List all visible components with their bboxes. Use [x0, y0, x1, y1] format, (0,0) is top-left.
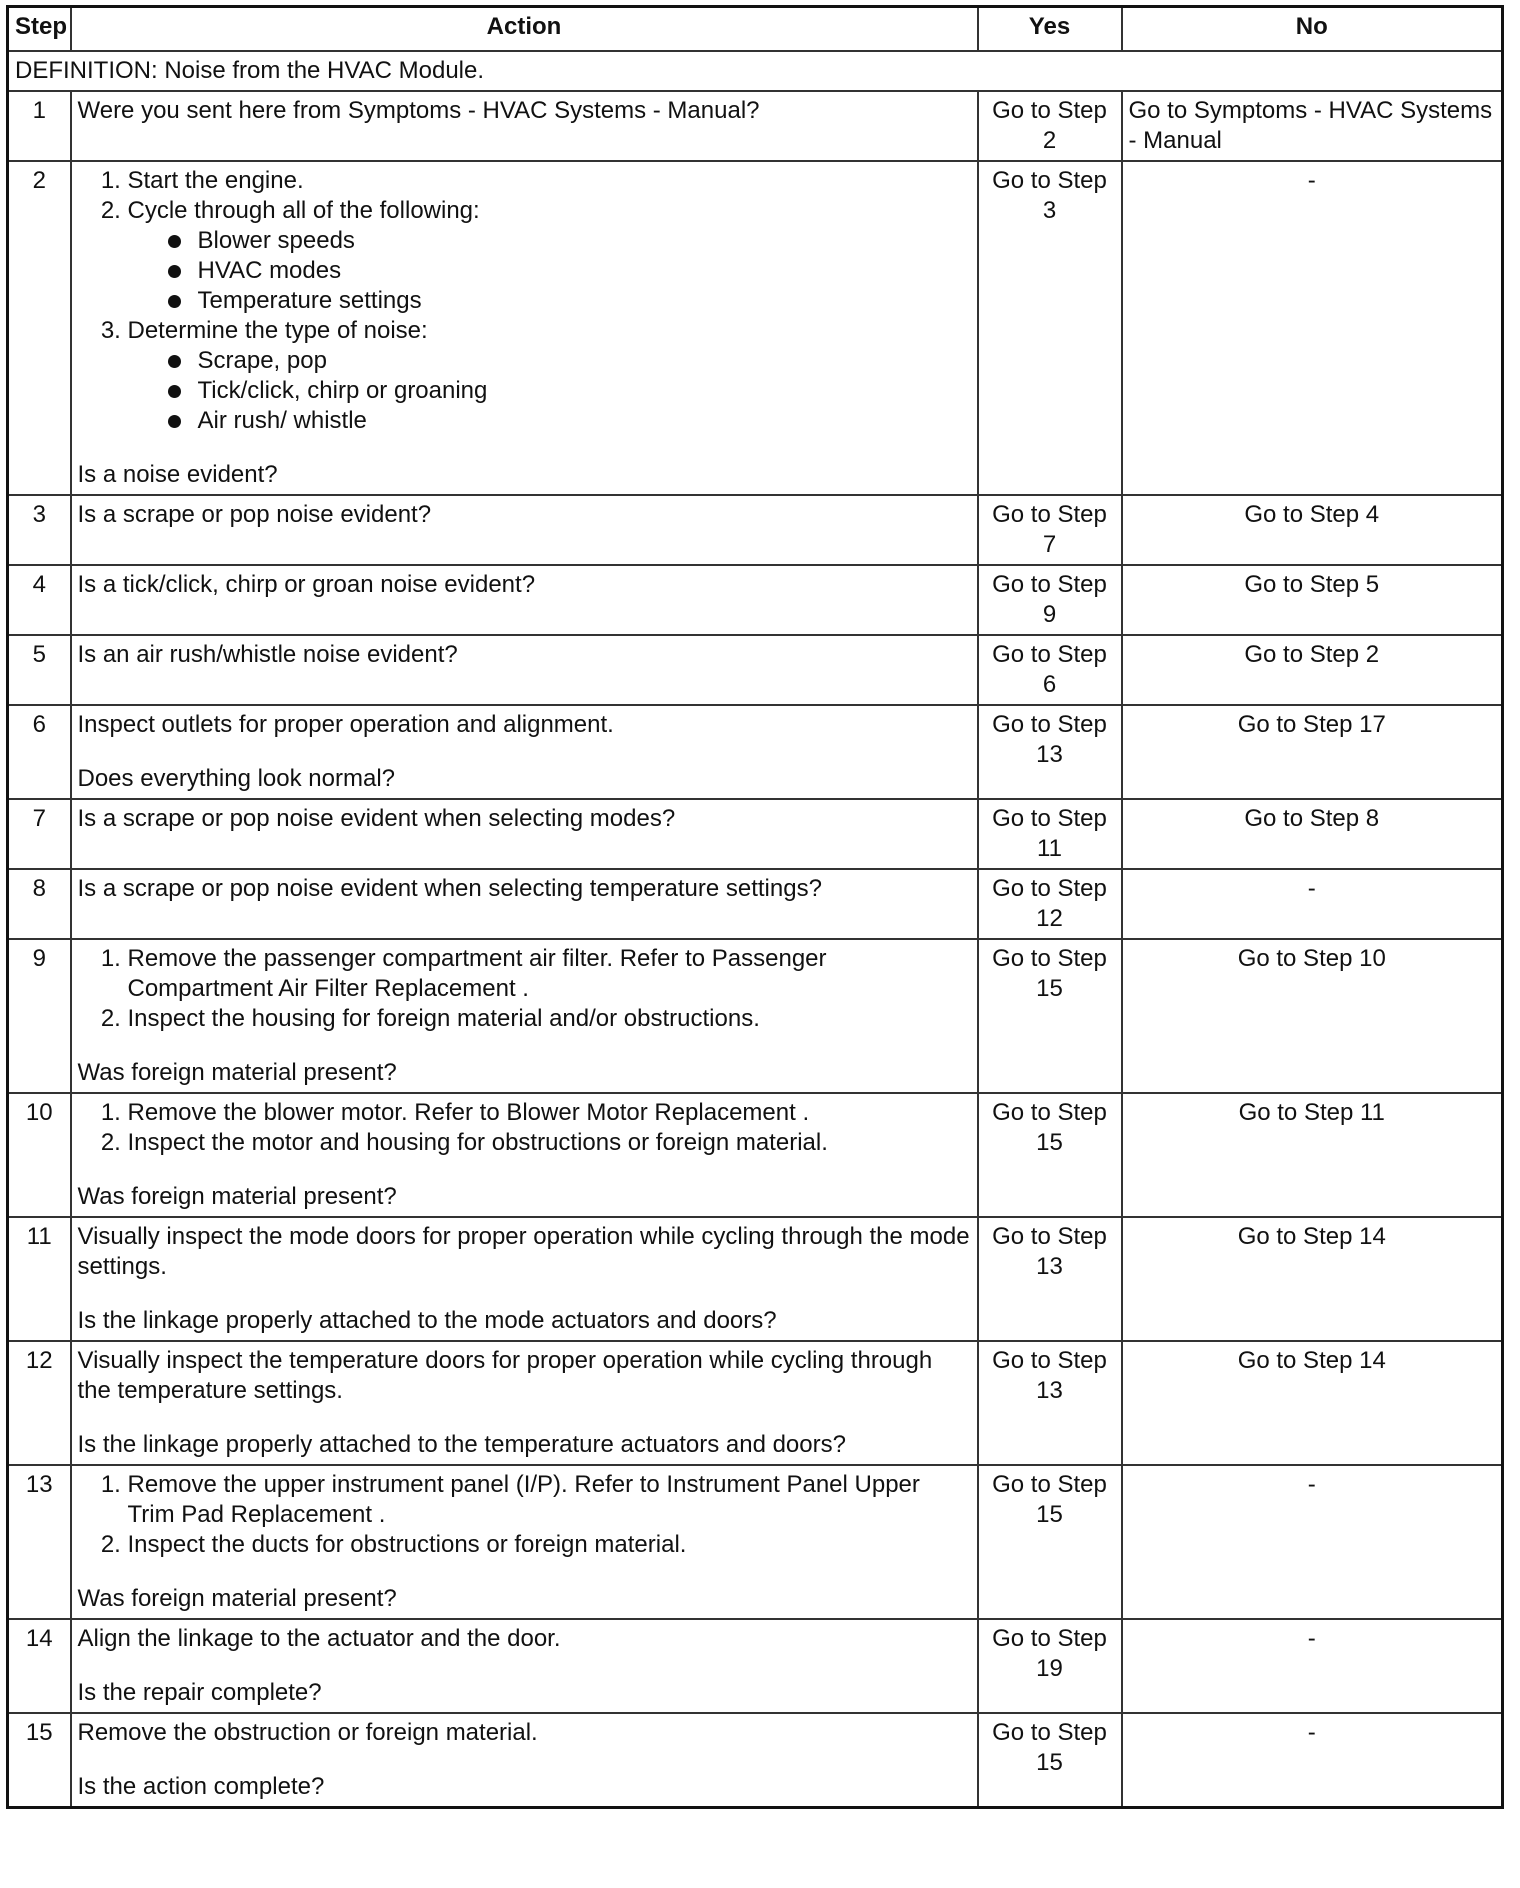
no-result: Go to Step 11 — [1122, 1093, 1503, 1217]
step-number: 1 — [8, 91, 71, 161]
action-question: Is a scrape or pop noise evident when selecting temperature settings? — [77, 875, 822, 902]
no-result: - — [1122, 1465, 1503, 1619]
step-number: 6 — [8, 705, 71, 799]
table-row — [8, 565, 1503, 635]
no-result: Go to Step 14 — [1122, 1217, 1503, 1341]
bullet-text: Tick/click, chirp or groaning — [197, 377, 488, 404]
bullet-item — [168, 346, 971, 376]
bullet-item — [168, 256, 971, 286]
table-row — [8, 799, 1503, 869]
yes-result: Go to Step 3 — [978, 161, 1122, 495]
header-step: Step — [8, 7, 71, 52]
bullet-text: Scrape, pop — [197, 347, 327, 374]
step-number: 7 — [8, 799, 71, 869]
bullet-icon — [168, 385, 181, 398]
table-row — [8, 1619, 1503, 1713]
step-number: 9 — [8, 939, 71, 1093]
step-number: 8 — [8, 869, 71, 939]
bullet-icon — [168, 265, 181, 278]
step-number: 13 — [8, 1465, 71, 1619]
action-step-item — [128, 196, 971, 316]
action-step-text: Remove the passenger compartment air filter. Refer to Passenger Compartment Air Filter Replacement . — [127, 945, 827, 1002]
action-steps-list — [78, 1098, 971, 1158]
yes-result: Go to Step 15 — [978, 1465, 1122, 1619]
table-row — [8, 1341, 1503, 1465]
yes-result: Go to Step 9 — [978, 565, 1122, 635]
step-number: 15 — [8, 1713, 71, 1808]
table-row — [8, 1217, 1503, 1341]
action-instruction: Align the linkage to the actuator and the door. — [77, 1625, 561, 1652]
action-step-text: Remove the upper instrument panel (I/P). Refer to Instrument Panel Upper Trim Pad Replacement . — [127, 1471, 920, 1528]
bullet-item — [168, 376, 971, 406]
no-result: Go to Symptoms - HVAC Systems - Manual — [1122, 91, 1503, 161]
action-step-item — [128, 166, 971, 196]
no-result: - — [1122, 1619, 1503, 1713]
action-question: Is the repair complete? — [77, 1679, 322, 1706]
action-instruction: Remove the obstruction or foreign material. — [77, 1719, 538, 1746]
action-question: Is an air rush/whistle noise evident? — [77, 641, 458, 668]
no-result: - — [1122, 869, 1503, 939]
action-instruction: Inspect outlets for proper operation and alignment. — [77, 711, 614, 738]
step-number: 14 — [8, 1619, 71, 1713]
action-question: Is the action complete? — [77, 1773, 325, 1800]
action-steps-list — [78, 1470, 971, 1560]
bullet-icon — [168, 415, 181, 428]
action-question: Is a tick/click, chirp or groan noise evident? — [77, 571, 536, 598]
action-step-item — [128, 1098, 971, 1128]
step-number: 11 — [8, 1217, 71, 1341]
action-step-item — [128, 1470, 971, 1530]
bullet-item — [168, 406, 971, 436]
table-row — [8, 495, 1503, 565]
table-row — [8, 1093, 1503, 1217]
step-number: 3 — [8, 495, 71, 565]
yes-result: Go to Step 13 — [978, 1217, 1122, 1341]
action-step-text: Inspect the motor and housing for obstructions or foreign material. — [127, 1129, 828, 1156]
no-result: Go to Step 2 — [1122, 635, 1503, 705]
bullet-item — [168, 226, 971, 256]
yes-result: Go to Step 12 — [978, 869, 1122, 939]
action-cell — [71, 1341, 978, 1465]
action-cell — [71, 161, 978, 495]
action-question: Is a scrape or pop noise evident when selecting modes? — [77, 805, 676, 832]
yes-result: Go to Step 15 — [978, 939, 1122, 1093]
table-row — [8, 1713, 1503, 1808]
bullet-list — [128, 226, 971, 316]
action-instruction: Visually inspect the temperature doors for proper operation while cycling through the temperature settings. — [77, 1347, 933, 1404]
action-question: Is a scrape or pop noise evident? — [77, 501, 432, 528]
table-row — [8, 939, 1503, 1093]
bullet-text: HVAC modes — [197, 257, 342, 284]
action-cell — [71, 1465, 978, 1619]
action-step-item — [128, 1128, 971, 1158]
action-steps-list — [78, 944, 971, 1034]
table-row — [8, 91, 1503, 161]
bullet-item — [168, 286, 971, 316]
no-result: - — [1122, 1713, 1503, 1808]
yes-result: Go to Step 15 — [978, 1093, 1122, 1217]
yes-result: Go to Step 19 — [978, 1619, 1122, 1713]
table-row — [8, 705, 1503, 799]
action-cell — [71, 1619, 978, 1713]
no-result: Go to Step 14 — [1122, 1341, 1503, 1465]
action-steps-list — [78, 166, 971, 436]
action-cell — [71, 635, 978, 705]
action-instruction: Visually inspect the mode doors for proper operation while cycling through the mode settings. — [77, 1223, 970, 1280]
yes-result: Go to Step 13 — [978, 705, 1122, 799]
yes-result: Go to Step 11 — [978, 799, 1122, 869]
no-result: Go to Step 4 — [1122, 495, 1503, 565]
action-step-text: Start the engine. — [127, 167, 304, 194]
diagnostic-table — [6, 5, 1504, 1809]
step-number: 2 — [8, 161, 71, 495]
action-step-item — [128, 944, 971, 1004]
action-question: Were you sent here from Symptoms - HVAC Systems - Manual? — [77, 97, 760, 124]
yes-result: Go to Step 13 — [978, 1341, 1122, 1465]
action-question: Does everything look normal? — [77, 765, 395, 792]
header-no: No — [1122, 7, 1503, 52]
action-step-item — [128, 1530, 971, 1560]
action-step-text: Inspect the ducts for obstructions or foreign material. — [127, 1531, 687, 1558]
no-result: Go to Step 8 — [1122, 799, 1503, 869]
action-cell — [71, 1713, 978, 1808]
bullet-text: Temperature settings — [197, 287, 422, 314]
header-action: Action — [71, 7, 978, 52]
definition-text: DEFINITION: Noise from the HVAC Module. — [8, 51, 1503, 91]
action-step-item — [128, 1004, 971, 1034]
action-cell — [71, 1217, 978, 1341]
action-question: Was foreign material present? — [77, 1059, 397, 1086]
action-step-text: Inspect the housing for foreign material and/or obstructions. — [127, 1005, 760, 1032]
table-row — [8, 161, 1503, 495]
header-yes: Yes — [978, 7, 1122, 52]
action-step-text: Cycle through all of the following: — [127, 197, 480, 224]
table-row — [8, 869, 1503, 939]
bullet-icon — [168, 355, 181, 368]
action-cell — [71, 799, 978, 869]
action-cell — [71, 869, 978, 939]
table-row — [8, 1465, 1503, 1619]
action-cell — [71, 939, 978, 1093]
action-question: Is a noise evident? — [77, 461, 278, 488]
action-step-text: Remove the blower motor. Refer to Blower Motor Replacement . — [127, 1099, 810, 1126]
action-question: Was foreign material present? — [77, 1585, 397, 1612]
action-step-item — [128, 316, 971, 436]
step-number: 10 — [8, 1093, 71, 1217]
action-step-text: Determine the type of noise: — [127, 317, 428, 344]
yes-result: Go to Step 7 — [978, 495, 1122, 565]
action-question: Was foreign material present? — [77, 1183, 397, 1210]
action-cell — [71, 705, 978, 799]
bullet-icon — [168, 235, 181, 248]
header-row — [8, 7, 1503, 52]
action-cell — [71, 495, 978, 565]
action-question: Is the linkage properly attached to the mode actuators and doors? — [77, 1307, 777, 1334]
step-number: 5 — [8, 635, 71, 705]
no-result: - — [1122, 161, 1503, 495]
no-result: Go to Step 10 — [1122, 939, 1503, 1093]
no-result: Go to Step 17 — [1122, 705, 1503, 799]
table-body — [8, 51, 1503, 1808]
bullet-list — [128, 346, 971, 436]
no-result: Go to Step 5 — [1122, 565, 1503, 635]
definition-row — [8, 51, 1503, 91]
table-row — [8, 635, 1503, 705]
yes-result: Go to Step 2 — [978, 91, 1122, 161]
action-cell — [71, 565, 978, 635]
action-cell — [71, 1093, 978, 1217]
bullet-icon — [168, 295, 181, 308]
bullet-text: Blower speeds — [197, 227, 355, 254]
yes-result: Go to Step 6 — [978, 635, 1122, 705]
action-cell — [71, 91, 978, 161]
action-question: Is the linkage properly attached to the temperature actuators and doors? — [77, 1431, 846, 1458]
yes-result: Go to Step 15 — [978, 1713, 1122, 1808]
bullet-text: Air rush/ whistle — [197, 407, 367, 434]
step-number: 4 — [8, 565, 71, 635]
step-number: 12 — [8, 1341, 71, 1465]
